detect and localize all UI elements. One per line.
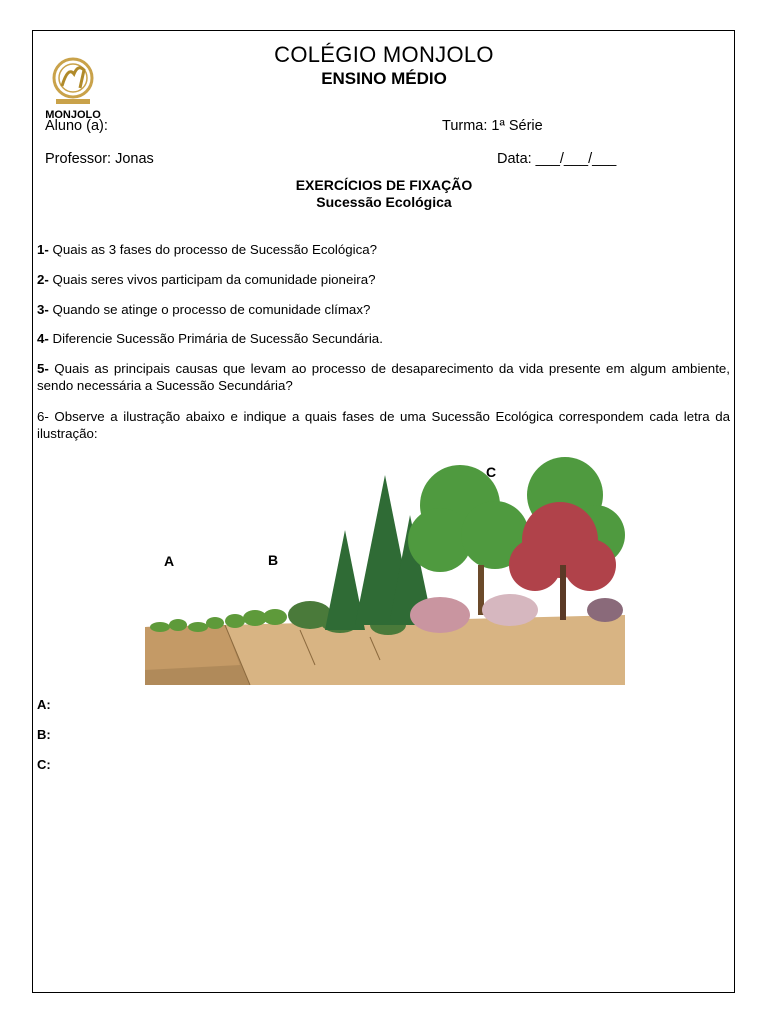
date-field-label: Data: ___/___/___ [497,151,617,167]
question-text: Quando se atinge o processo de comunidade clímax? [48,302,371,317]
exercise-subtitle: Sucessão Ecológica [316,194,452,210]
answer-b-label: B: [37,727,51,742]
question-text: Diferencie Sucessão Primária de Sucessão Secundária. [48,331,383,346]
question-text: Quais as 3 fases do processo de Sucessão Ecológica? [48,242,378,257]
education-level: ENSINO MÉDIO [321,69,447,88]
answer-a-label: A: [37,697,51,712]
ecological-succession-illustration [140,455,625,685]
question-4 [37,330,730,347]
logo-text: MONJOLO [45,109,101,120]
answer-c-label: C: [37,757,51,772]
illustration-label-a: A [164,553,175,569]
question-number: 5- [37,361,49,376]
question-text: Quais seres vivos participam da comunidade pioneira? [48,272,376,287]
teacher-field-label: Professor: Jonas [45,151,154,167]
question-number: 3- [37,302,49,317]
question-text: Quais as principais causas que levam ao processo de desaparecimento da vida presente em algum ambiente, sendo necessária a Sucessão Secundária? [37,361,730,393]
question-number: 4- [37,331,49,346]
question-6 [37,408,730,442]
school-name: COLÉGIO MONJOLO [274,42,494,67]
exercise-title: EXERCÍCIOS DE FIXAÇÃO [295,177,473,193]
question-text: 6- Observe a ilustração abaixo e indique a quais fases de uma Sucessão Ecológica correspondem cada letra da ilustração: [37,409,730,441]
question-number: 2- [37,272,49,287]
illustration-label-c: C [486,464,497,480]
question-3 [37,301,730,318]
illustration-label-b: B [268,552,279,568]
student-field-label: Aluno (a): [45,118,108,134]
question-1 [37,241,730,258]
question-2 [37,271,730,288]
question-number: 1- [37,242,49,257]
question-5 [37,360,730,394]
class-field-label: Turma: 1ª Série [442,118,543,134]
